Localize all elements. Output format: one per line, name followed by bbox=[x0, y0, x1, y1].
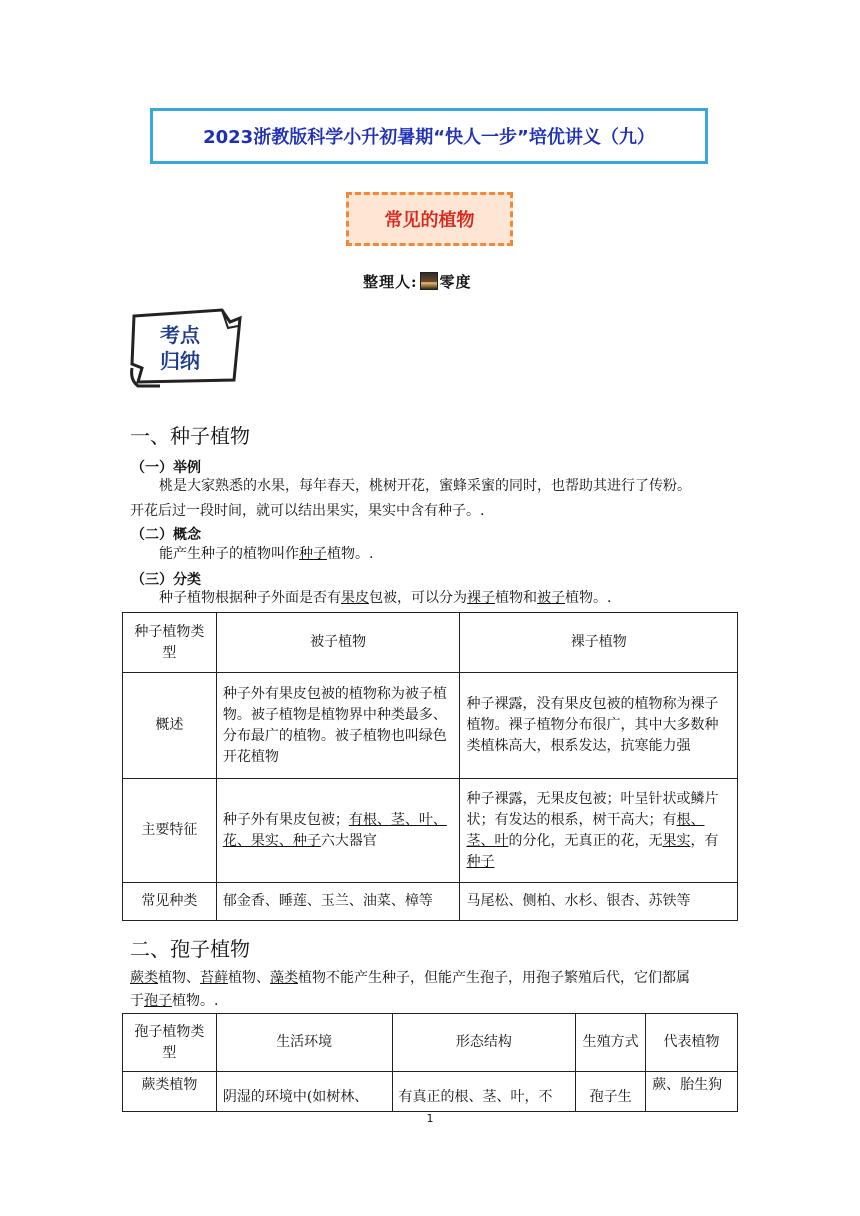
table-cell: 有真正的根、茎、叶，不 bbox=[392, 1072, 576, 1112]
organizer-label: 整理人: bbox=[363, 272, 418, 291]
table-header-cell: 种子植物类型 bbox=[123, 613, 217, 673]
spore-intro-line-2: 于孢子植物。. bbox=[130, 993, 219, 1009]
example-line-2: 开花后过一段时间，就可以结出果实，果实中含有种子。. bbox=[130, 503, 485, 519]
concept-line: 能产生种子的植物叫作种子植物。. bbox=[159, 546, 374, 562]
subheading-concept: （二）概念 bbox=[131, 527, 201, 543]
organizer-name: 零度 bbox=[439, 272, 472, 291]
table-header-cell: 生殖方式 bbox=[576, 1014, 646, 1072]
document-title: 2023浙教版科学小升初暑期“快人一步”培优讲义（九） bbox=[203, 127, 655, 148]
row-label: 主要特征 bbox=[123, 779, 217, 883]
row-label: 常见种类 bbox=[123, 883, 217, 921]
gymnosperm-cell: 马尾松、侧柏、水杉、银杏、苏铁等 bbox=[460, 883, 738, 921]
row-label: 蕨类植物 bbox=[123, 1072, 217, 1112]
table-header-cell: 被子植物 bbox=[216, 613, 460, 673]
table-header-cell: 代表植物 bbox=[646, 1014, 738, 1072]
spore-plant-table bbox=[122, 1013, 738, 1112]
subtitle-box bbox=[346, 192, 513, 246]
document-subtitle: 常见的植物 bbox=[384, 210, 475, 231]
seed-plant-table bbox=[122, 612, 738, 921]
badge-text-line1: 考点 bbox=[160, 323, 200, 347]
table-row bbox=[123, 1072, 738, 1112]
table-header-row bbox=[123, 1014, 738, 1072]
row-label: 概述 bbox=[123, 673, 217, 779]
table-cell: 阴湿的环境中(如树林、 bbox=[216, 1072, 392, 1112]
sunset-avatar-icon bbox=[420, 272, 438, 290]
table-header-cell: 形态结构 bbox=[392, 1014, 576, 1072]
spore-intro-line-1: 蕨类植物、苔藓植物、藻类植物不能产生种子，但能产生孢子，用孢子繁殖后代，它们都属 bbox=[130, 970, 690, 986]
table-cell: 孢子生 bbox=[576, 1072, 646, 1112]
example-line-1: 桃是大家熟悉的水果，每年春天，桃树开花，蜜蜂采蜜的同时，也帮助其进行了传粉。 bbox=[159, 478, 691, 494]
table-header-cell: 裸子植物 bbox=[460, 613, 738, 673]
subheading-classification: （三）分类 bbox=[131, 572, 201, 588]
angiosperm-cell: 种子外有果皮包被的植物称为被子植物。被子植物是植物界中种类最多、分布最广的植物。被子植物也叫绿色开花植物 bbox=[216, 673, 460, 779]
gymnosperm-cell: 种子裸露，没有果皮包被的植物称为裸子植物。裸子植物分布很广，其中大多数种类植株高大，根系发达，抗寒能力强 bbox=[460, 673, 738, 779]
table-row bbox=[123, 883, 738, 921]
subheading-example: （一）举例 bbox=[131, 460, 201, 476]
key-points-badge-icon bbox=[130, 308, 242, 388]
title-box bbox=[150, 108, 708, 164]
section-heading-spore-plants: 二、孢子植物 bbox=[130, 937, 250, 961]
organizer-line bbox=[363, 270, 503, 292]
table-row bbox=[123, 673, 738, 779]
table-cell: 蕨、胎生狗 bbox=[646, 1072, 738, 1112]
table-row bbox=[123, 779, 738, 883]
page-number: 1 bbox=[426, 1112, 434, 1125]
badge-text-line2: 归纳 bbox=[160, 349, 200, 373]
gymnosperm-cell: 种子裸露，无果皮包被；叶呈针状或鳞片状；有发达的根系，树干高大；有根、茎、叶的分化，无真正的花，无果实，有种子 bbox=[460, 779, 738, 883]
classification-line: 种子植物根据种子外面是否有果皮包被，可以分为裸子植物和被子植物。. bbox=[159, 590, 612, 606]
table-header-cell: 生活环境 bbox=[216, 1014, 392, 1072]
table-header-row bbox=[123, 613, 738, 673]
underlined-answer: 种子 bbox=[299, 546, 327, 562]
table-header-cell: 孢子植物类型 bbox=[123, 1014, 217, 1072]
section-heading-seed-plants: 一、种子植物 bbox=[130, 424, 250, 448]
angiosperm-cell: 种子外有果皮包被；有根、茎、叶、花、果实、种子六大器官 bbox=[216, 779, 460, 883]
angiosperm-cell: 郁金香、睡莲、玉兰、油菜、樟等 bbox=[216, 883, 460, 921]
